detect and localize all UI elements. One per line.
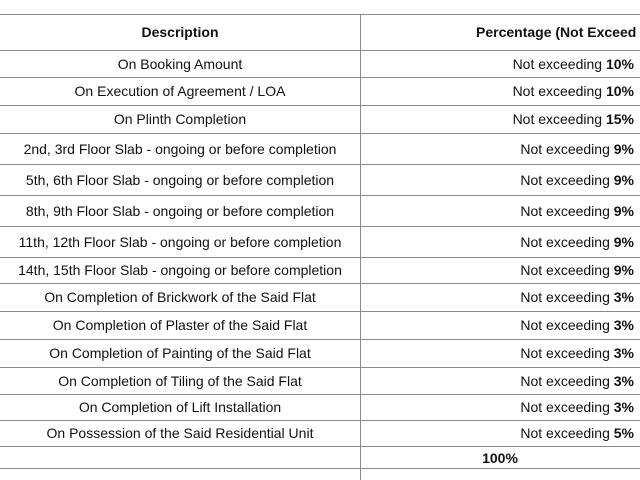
- percentage-value: 3%: [613, 317, 634, 333]
- row-percentage: [359, 345, 634, 361]
- percentage-value: 3%: [613, 289, 634, 305]
- row-description: On Completion of Painting of the Said Flat: [49, 345, 311, 361]
- percentage-prefix: Not exceeding: [520, 203, 610, 219]
- row-percentage: [359, 373, 634, 389]
- row-description: On Completion of Brickwork of the Said Flat: [44, 289, 316, 305]
- row-percentage: [359, 172, 634, 188]
- row-description: 11th, 12th Floor Slab - ongoing or before completion: [18, 234, 342, 250]
- row-description: 8th, 9th Floor Slab - ongoing or before completion: [25, 203, 335, 219]
- row-gridline: [0, 77, 640, 78]
- percentage-prefix: Not exceeding: [520, 289, 610, 305]
- percentage-prefix: Not exceeding: [520, 399, 610, 415]
- header-percentage: Percentage (Not Exceed: [476, 24, 637, 40]
- row-gridline: [0, 468, 640, 469]
- percentage-prefix: Not exceeding: [512, 111, 603, 127]
- percentage-prefix: Not exceeding: [512, 56, 603, 72]
- row-percentage: [359, 317, 634, 333]
- row-description: On Booking Amount: [117, 56, 243, 72]
- row-gridline: [0, 311, 640, 312]
- percentage-value: 10%: [605, 56, 634, 72]
- row-description: On Possession of the Said Residential Unit: [46, 425, 314, 441]
- row-gridline: [0, 257, 640, 258]
- percentage-value: 9%: [613, 234, 634, 250]
- header-description: Description: [141, 24, 219, 40]
- row-percentage: [359, 425, 634, 441]
- row-description: On Completion of Lift Installation: [78, 399, 282, 415]
- row-description: On Completion of Tiling of the Said Flat: [58, 373, 302, 389]
- row-gridline: [0, 14, 640, 15]
- percentage-value: 15%: [605, 111, 634, 127]
- row-percentage: [359, 203, 634, 219]
- total-percentage: 100%: [482, 450, 518, 466]
- row-gridline: [0, 283, 640, 284]
- row-gridline: [0, 105, 640, 106]
- percentage-prefix: Not exceeding: [520, 345, 610, 361]
- percentage-prefix: Not exceeding: [520, 234, 610, 250]
- percentage-value: 9%: [613, 203, 634, 219]
- row-percentage: [359, 141, 634, 157]
- percentage-prefix: Not exceeding: [520, 373, 610, 389]
- row-gridline: [0, 226, 640, 227]
- row-gridline: [0, 446, 640, 447]
- percentage-prefix: Not exceeding: [520, 317, 610, 333]
- percentage-prefix: Not exceeding: [520, 141, 610, 157]
- row-gridline: [0, 133, 640, 134]
- percentage-value: 9%: [613, 141, 634, 157]
- row-percentage: [359, 56, 634, 72]
- row-description: 2nd, 3rd Floor Slab - ongoing or before completion: [23, 141, 337, 157]
- row-percentage: [359, 262, 634, 278]
- percentage-value: 3%: [613, 399, 634, 415]
- percentage-prefix: Not exceeding: [520, 425, 610, 441]
- percentage-prefix: Not exceeding: [520, 262, 610, 278]
- row-percentage: [359, 83, 634, 99]
- row-description: On Execution of Agreement / LOA: [74, 83, 286, 99]
- row-gridline: [0, 195, 640, 196]
- row-gridline: [0, 367, 640, 368]
- percentage-value: 3%: [613, 373, 634, 389]
- percentage-value: 3%: [613, 345, 634, 361]
- row-percentage: [359, 111, 634, 127]
- row-percentage: [359, 234, 634, 250]
- row-gridline: [0, 394, 640, 395]
- row-percentage: [359, 399, 634, 415]
- row-percentage: [359, 289, 634, 305]
- row-gridline: [0, 164, 640, 165]
- percentage-value: 10%: [605, 83, 634, 99]
- row-gridline: [0, 50, 640, 51]
- percentage-value: 9%: [613, 262, 634, 278]
- percentage-prefix: Not exceeding: [520, 172, 610, 188]
- row-description: 14th, 15th Floor Slab - ongoing or before completion: [18, 262, 342, 278]
- percentage-value: 9%: [613, 172, 634, 188]
- row-gridline: [0, 420, 640, 421]
- percentage-value: 5%: [613, 425, 634, 441]
- row-description: On Plinth Completion: [113, 111, 247, 127]
- row-description: 5th, 6th Floor Slab - ongoing or before completion: [25, 172, 335, 188]
- percentage-prefix: Not exceeding: [512, 83, 603, 99]
- row-gridline: [0, 339, 640, 340]
- row-description: On Completion of Plaster of the Said Flat: [52, 317, 308, 333]
